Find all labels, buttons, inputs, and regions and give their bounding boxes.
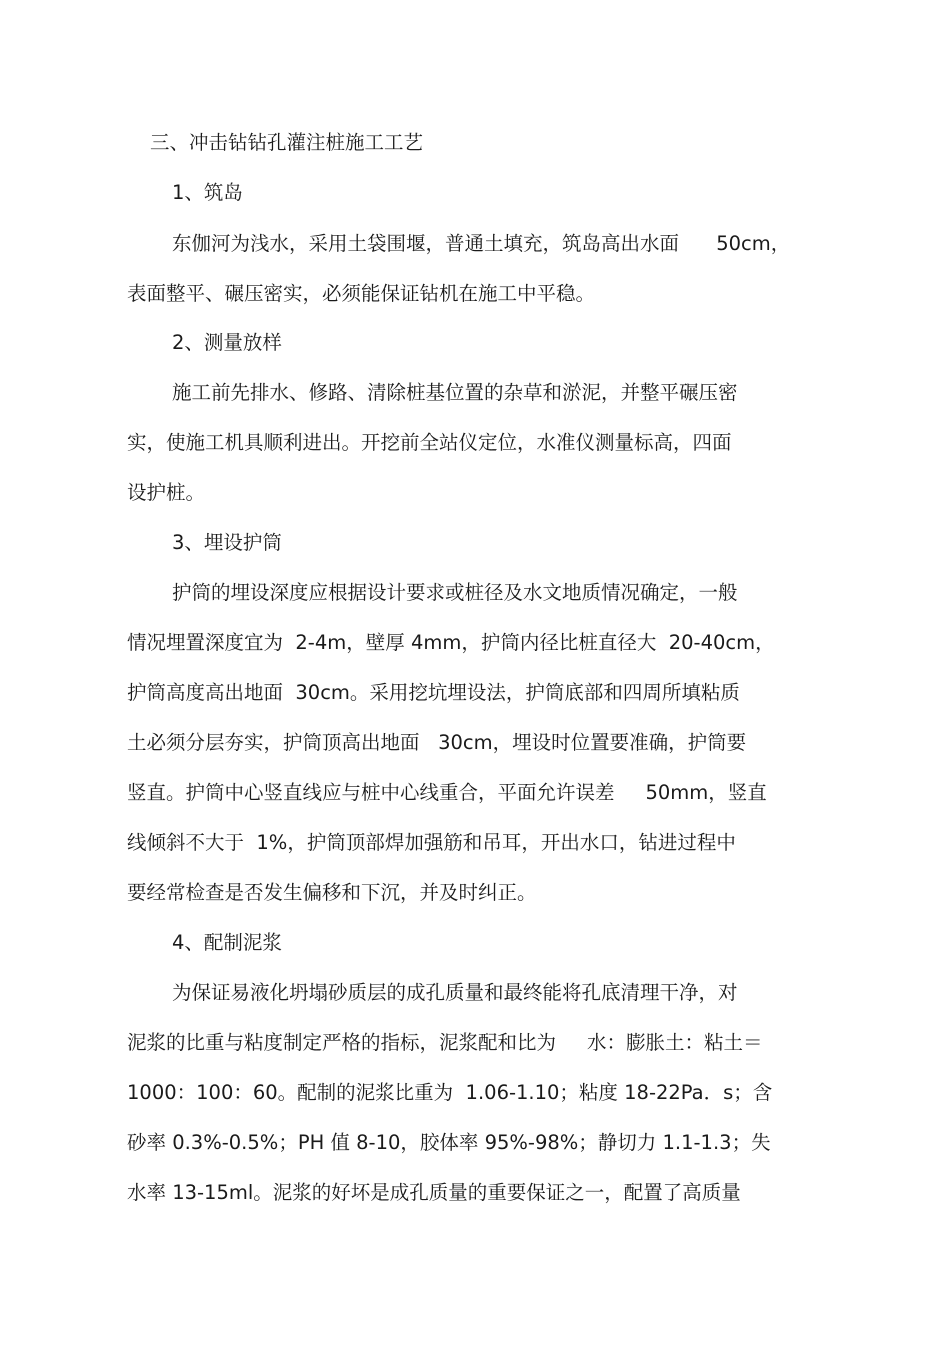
subsection-heading-2: 2、测量放样 xyxy=(172,331,282,354)
paragraph-line: 要经常检查是否发生偏移和下沉，并及时纠正。 xyxy=(127,881,537,904)
paragraph-line: 竖直。护筒中心竖直线应与桩中心线重合，平面允许误差 50mm，竖直 xyxy=(127,781,767,804)
paragraph-line: 为保证易液化坍塌砂质层的成孔质量和最终能将孔底清理干净，对 xyxy=(172,981,738,1004)
paragraph-line: 线倾斜不大于 1%，护筒顶部焊加强筋和吊耳，开出水口，钻进过程中 xyxy=(127,831,736,854)
paragraph-line: 施工前先排水、修路、清除桩基位置的杂草和淤泥，并整平碾压密 xyxy=(172,381,738,404)
paragraph-line: 砂率 0.3%-0.5%；PH 值 8-10，胶体率 95%-98%；静切力 1.1-1.3；失 xyxy=(127,1131,771,1154)
paragraph-line: 护筒的埋设深度应根据设计要求或桩径及水文地质情况确定，一般 xyxy=(172,581,738,604)
subsection-heading-1: 1、筑岛 xyxy=(172,181,243,204)
paragraph-line: 护筒高度高出地面 30cm。采用挖坑埋设法，护筒底部和四周所填粘质 xyxy=(127,681,740,704)
paragraph-line: 设护桩。 xyxy=(127,481,206,504)
paragraph-line: 表面整平、碾压密实，必须能保证钻机在施工中平稳。 xyxy=(127,282,596,305)
section-heading: 三、冲击钻钻孔灌注桩施工工艺 xyxy=(150,131,424,154)
paragraph-line: 实，使施工机具顺利进出。开挖前全站仪定位，水准仪测量标高，四面 xyxy=(127,431,732,454)
paragraph-line: 土必须分层夯实，护筒顶高出地面 30cm，埋设时位置要准确，护筒要 xyxy=(127,731,747,754)
paragraph-line: 泥浆的比重与粘度制定严格的指标，泥浆配和比为 水：膨胀土：粘土＝ xyxy=(127,1031,763,1054)
paragraph-line: 东伽河为浅水，采用土袋围堰，普通土填充，筑岛高出水面 50cm， xyxy=(172,232,791,255)
paragraph-line: 1000：100：60。配制的泥浆比重为 1.06-1.10；粘度 18-22Pa．s；含 xyxy=(127,1081,773,1104)
paragraph-line: 情况埋置深度宜为 2-4m，壁厚 4mm，护筒内径比桩直径大 20-40cm， xyxy=(127,631,775,654)
subsection-heading-3: 3、埋设护筒 xyxy=(172,531,282,554)
subsection-heading-4: 4、配制泥浆 xyxy=(172,931,282,954)
paragraph-line: 水率 13-15ml。泥浆的好坏是成孔质量的重要保证之一，配置了高质量 xyxy=(127,1181,741,1204)
